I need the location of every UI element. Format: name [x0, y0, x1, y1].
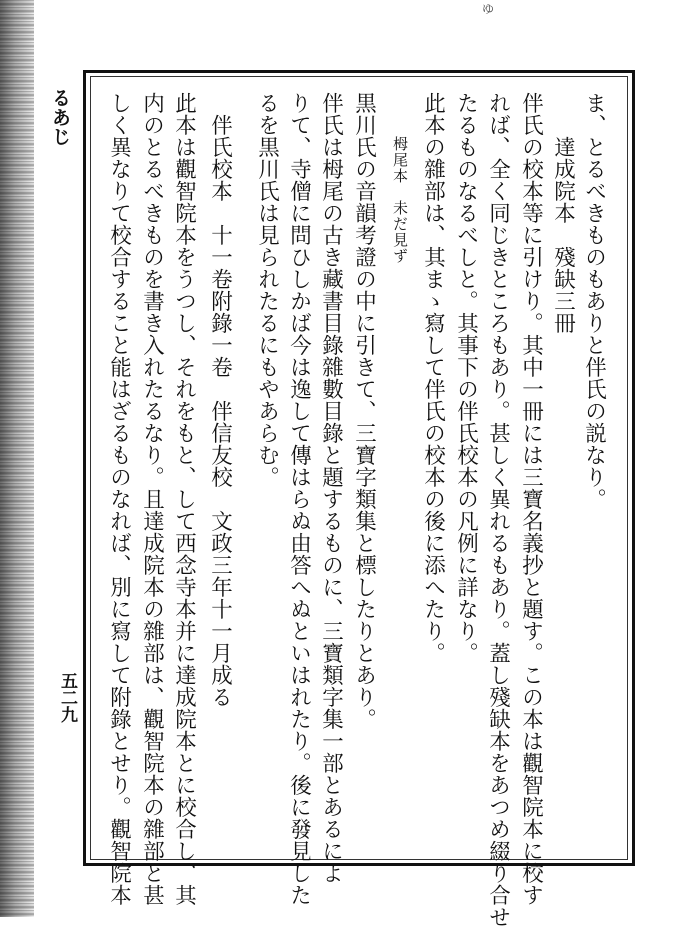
text-column-4: れば、全く同じきところもあり。甚しく異れるもあり。蓋し殘缺本をあつめ綴り合せ: [485, 92, 511, 928]
page-number: 五二九: [57, 672, 77, 723]
text-column-5: たるものなるべしと。其事下の伴氏校本の凡例に詳なり。: [453, 92, 479, 664]
text-column-15: しく異なりて校合すること能はざるものなれば、別に寫して附錄とせり。觀智院本: [106, 92, 132, 906]
text-column-12: 伴氏校本 十一卷附錄一卷 伴信友校 文政三年十一月成る: [207, 114, 233, 708]
binding-edge-shadow: [0, 0, 34, 917]
text-column-3: 伴氏の校本等に引けり。其中一冊には三寶名義抄と題す。この本は觀智院本に校す: [518, 92, 544, 906]
running-head: るあじ: [49, 88, 71, 147]
text-column-8: 黒川氏の音韻考證の中に引きて、三寶字類集と標したりとあり。: [351, 92, 377, 730]
header-mark: ゆ: [482, 2, 495, 16]
text-column-14: 内のとるべきものを書き入れたるなり。且達成院本の雜部は、觀智院本の雜部と甚: [139, 92, 165, 906]
text-column-2: 達成院本 殘缺三冊: [550, 136, 576, 334]
text-column-1: ま、とるべきものもありと伴氏の説なり。: [581, 92, 607, 510]
text-column-11: るを黒川氏は見られたるにもやあらむ。: [254, 92, 280, 488]
text-column-13: 此本は觀智院本をうつし、それをもと、して西念寺本并に達成院本とに校合し、其: [171, 92, 197, 906]
text-column-10: りて、寺僧に問ひしかば今は逸して傳はらぬ由答へぬといはれたり。後に發見した: [286, 92, 312, 906]
text-column-6: 此本の雜部は、其まゝ寫して伴氏の校本の後に添へたり。: [420, 92, 446, 664]
text-column-9: 伴氏は栂尾の古き藏書目錄雜數目錄と題するものに、三寶類字集一部とあるによ: [318, 92, 344, 884]
text-column-7: 栂尾本 未だ見ず: [391, 136, 409, 264]
